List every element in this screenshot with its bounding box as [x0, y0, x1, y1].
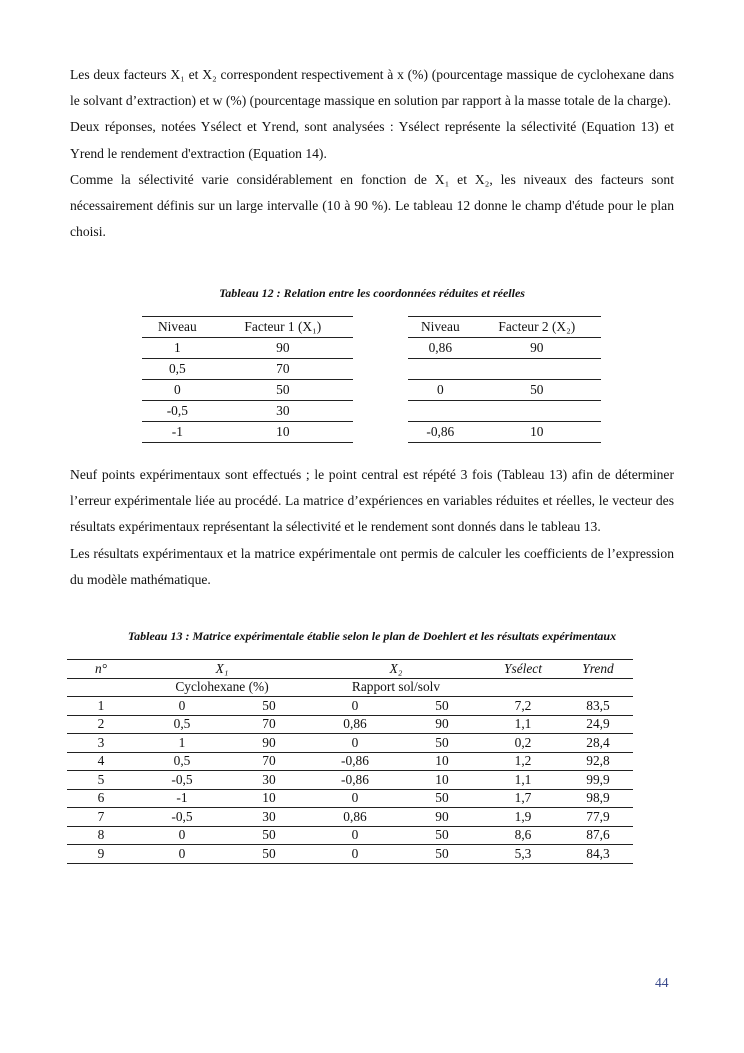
table-cell: 1,1: [483, 715, 563, 734]
table-header-row: [408, 317, 601, 338]
table-cell: 50: [401, 826, 483, 845]
table-row: [142, 338, 353, 359]
table-cell: 70: [229, 715, 309, 734]
table-cell: [408, 359, 473, 380]
table-cell: 5,3: [483, 845, 563, 864]
table-row: [67, 808, 633, 827]
subheader-empty: [483, 678, 563, 697]
table-cell: 50: [229, 826, 309, 845]
table-row: [142, 422, 353, 443]
table12-factor2: [408, 316, 601, 443]
table-cell: [473, 359, 601, 380]
table-cell: 50: [401, 845, 483, 864]
table-cell: -1: [135, 789, 229, 808]
table-cell: 9: [67, 845, 135, 864]
table-cell: 10: [401, 771, 483, 790]
table-cell: 1: [135, 734, 229, 753]
table-cell: 1: [67, 697, 135, 716]
table-cell: -0,5: [135, 771, 229, 790]
table-cell: 84,3: [563, 845, 633, 864]
table-cell: 98,9: [563, 789, 633, 808]
table-cell: 0,86: [408, 338, 473, 359]
table-row: [67, 826, 633, 845]
table-row: [67, 734, 633, 753]
subheader-empty: [67, 678, 135, 697]
table-cell: -1: [142, 422, 213, 443]
table-cell: 8: [67, 826, 135, 845]
table-cell: 28,4: [563, 734, 633, 753]
table-cell: 92,8: [563, 752, 633, 771]
table-cell: 0,2: [483, 734, 563, 753]
table-cell: 50: [401, 789, 483, 808]
table-cell: 77,9: [563, 808, 633, 827]
table-header-cell: Facteur 1 (X₁): [213, 317, 353, 338]
table-cell: 3: [67, 734, 135, 753]
table-header-cell: Niveau: [408, 317, 473, 338]
table-cell: 87,6: [563, 826, 633, 845]
table-row: [67, 789, 633, 808]
table-cell: 50: [473, 380, 601, 401]
table-header-row: [142, 317, 353, 338]
table-cell: 50: [229, 845, 309, 864]
table-cell: 0: [309, 734, 401, 753]
table-cell: 2: [67, 715, 135, 734]
paragraph-5: Les résultats expérimentaux et la matrice expérimentale ont permis de calculer les coefficients de l’expression du modèle mathématique.: [70, 545, 674, 587]
table-cell: 24,9: [563, 715, 633, 734]
table-cell: 0: [142, 380, 213, 401]
header-x2: X₂: [309, 660, 483, 679]
table-cell: 6: [67, 789, 135, 808]
table-cell: 0: [309, 845, 401, 864]
table-cell: [408, 401, 473, 422]
table-cell: 4: [67, 752, 135, 771]
table-cell: 1,1: [483, 771, 563, 790]
table-row: [67, 845, 633, 864]
paragraph-4: Neuf points expérimentaux sont effectués ; le point central est répété 3 fois (Tableau 13) afin de déterminer l’erreur expérimentale liée au procédé. La matrice d’expériences en variables réduites et réelles, le vecteur des résultats expérimentaux représentant la sélectivité et le rendement sont donnés dans le tableau 13.: [70, 467, 674, 535]
table-cell: 0,86: [309, 808, 401, 827]
table-cell: 90: [401, 808, 483, 827]
table-cell: 30: [229, 771, 309, 790]
paragraph-1: Les deux facteurs X₁ et X₂ correspondent respectivement à x (%) (pourcentage massique de cyclohexane dans le solvant d’extraction) et w (%) (pourcentage massique en solution par rapport à la masse totale de la charge).: [70, 67, 674, 109]
table-cell: 0: [135, 826, 229, 845]
table-cell: 10: [229, 789, 309, 808]
table-cell: 0: [309, 789, 401, 808]
header-x1: X₁: [135, 660, 309, 679]
paragraph-3: Comme la sélectivité varie considérablement en fonction de X₁ et X₂, les niveaux des facteurs sont nécessairement définis sur un large intervalle (10 à 90 %). Le tableau 12 donne le champ d'étude pour le plan choisi.: [70, 171, 674, 240]
table-cell: 1,7: [483, 789, 563, 808]
table-cell: 83,5: [563, 697, 633, 716]
table13-matrix: [67, 659, 633, 864]
table-row: [67, 771, 633, 790]
subheader-x2: Rapport sol/solv: [309, 678, 483, 697]
table-row: [408, 359, 601, 380]
header-n: n°: [67, 660, 135, 679]
header-yselect: Ysélect: [483, 660, 563, 679]
table-cell: -0,5: [135, 808, 229, 827]
table-cell: 0,86: [309, 715, 401, 734]
table-cell: 50: [401, 734, 483, 753]
table-cell: 0: [408, 380, 473, 401]
table-row: [408, 401, 601, 422]
table-cell: -0,86: [309, 752, 401, 771]
table-cell: 99,9: [563, 771, 633, 790]
table-cell: 50: [401, 697, 483, 716]
table-cell: 10: [213, 422, 353, 443]
table-cell: 7: [67, 808, 135, 827]
table-cell: -0,5: [142, 401, 213, 422]
table-cell: 1,9: [483, 808, 563, 827]
table-row: [67, 715, 633, 734]
table-cell: 70: [213, 359, 353, 380]
table-cell: 30: [213, 401, 353, 422]
table-cell: 0: [309, 826, 401, 845]
table-cell: 30: [229, 808, 309, 827]
table-cell: 1: [142, 338, 213, 359]
header-yrend: Yrend: [563, 660, 633, 679]
table-cell: 90: [473, 338, 601, 359]
subheader-empty: [563, 678, 633, 697]
page-number: 44: [655, 975, 669, 990]
table-cell: 10: [401, 752, 483, 771]
table-cell: 5: [67, 771, 135, 790]
table-row: [142, 401, 353, 422]
table-cell: 0,5: [135, 752, 229, 771]
table12-caption: Tableau 12 : Relation entre les coordonnées réduites et réelles: [219, 286, 525, 300]
table-cell: -0,86: [408, 422, 473, 443]
table-cell: 0: [135, 845, 229, 864]
paragraph-2: Deux réponses, notées Ysélect et Yrend, sont analysées : Ysélect représente la sélectivité (Equation 13) et Yrend le rendement d'extraction (Equation 14).: [70, 119, 674, 161]
table12-factor1: [142, 316, 353, 443]
page-body-middle: [70, 462, 674, 593]
table-row: [67, 752, 633, 771]
table13-caption: Tableau 13 : Matrice expérimentale établie selon le plan de Doehlert et les résultats expérimentaux: [127, 629, 617, 643]
table-cell: 10: [473, 422, 601, 443]
table-cell: 90: [229, 734, 309, 753]
table-cell: 50: [213, 380, 353, 401]
table-cell: 90: [213, 338, 353, 359]
table-cell: 70: [229, 752, 309, 771]
table-row: [142, 359, 353, 380]
table-cell: 90: [401, 715, 483, 734]
table-cell: 8,6: [483, 826, 563, 845]
table-cell: 1,2: [483, 752, 563, 771]
table-cell: 0,5: [135, 715, 229, 734]
table-cell: 0: [309, 697, 401, 716]
table-header-cell: Niveau: [142, 317, 213, 338]
table-row: [67, 697, 633, 716]
table-cell: 0,5: [142, 359, 213, 380]
table-row: [408, 338, 601, 359]
table-cell: 7,2: [483, 697, 563, 716]
page-body: [70, 62, 674, 245]
table-row: [408, 380, 601, 401]
table-header-cell: Facteur 2 (X₂): [473, 317, 601, 338]
table-row: [408, 422, 601, 443]
subheader-x1: Cyclohexane (%): [135, 678, 309, 697]
table-cell: 50: [229, 697, 309, 716]
table-cell: -0,86: [309, 771, 401, 790]
table-row: [142, 380, 353, 401]
table-cell: 0: [135, 697, 229, 716]
table-cell: [473, 401, 601, 422]
